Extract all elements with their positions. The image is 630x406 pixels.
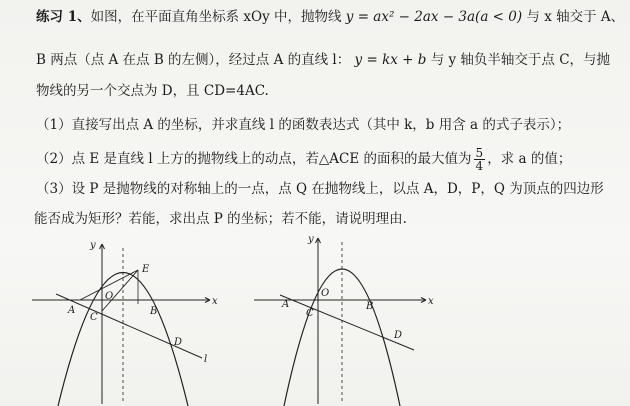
left-label-B: B <box>150 306 158 317</box>
question-3-line-1: （3）设 P 是抛物线的对称轴上的一点，点 Q 在抛物线上，以点 A，D，P，Q 为顶点的四边形 <box>36 181 604 197</box>
left-label-l: l <box>204 354 208 365</box>
line3-text: 物线的另一个交点为 D，且 CD=4AC. <box>36 83 269 99</box>
exercise-title: 练习 1、 <box>36 9 91 25</box>
problem-line-3 <box>36 82 269 100</box>
question-1 <box>36 116 570 134</box>
question-3 <box>36 180 604 198</box>
left-label-A: A <box>68 305 76 316</box>
parabola-equation: y = ax² − 2ax − 3a(a < 0) <box>345 9 523 25</box>
right-label-x: x <box>428 296 434 307</box>
line-equation: y = kx + b <box>354 52 427 68</box>
fraction-five-quarters <box>474 147 486 172</box>
question-3-cont <box>34 210 407 228</box>
right-label-y: y <box>308 234 314 245</box>
fraction-denominator: 4 <box>475 159 484 173</box>
question-2-post: ，求 a 的值； <box>487 151 572 167</box>
question-2-pre: （2）点 E 是直线 l 上方的抛物线上的动点，若△ACE 的面积的最大值为 <box>36 151 472 167</box>
fraction-numerator: 5 <box>475 146 484 160</box>
left-label-D: D <box>174 337 183 348</box>
right-label-B: B <box>366 301 374 312</box>
right-label-O: O <box>321 288 330 299</box>
line1-text: 如图，在平面直角坐标系 xOy 中，抛物线 <box>90 9 342 25</box>
right-label-A: A <box>282 299 290 310</box>
question-1-text: （1）直接写出点 A 的坐标，并求直线 l 的函数表达式（其中 k，b 用含 a 的式子表示）； <box>36 117 571 133</box>
line2-tail: 与 y 轴负半轴交于点 C，与抛 <box>430 52 611 68</box>
line2-text: B 两点（点 A 在点 B 的左侧），经过点 A 的直线 l： <box>36 52 351 68</box>
left-label-x: x <box>212 296 218 307</box>
question-3-line-2: 能否成为矩形？若能，求出点 P 的坐标；若不能，请说明理由. <box>34 211 407 227</box>
left-label-C: C <box>90 312 98 323</box>
left-label-O: O <box>105 291 114 302</box>
right-label-C: C <box>306 308 314 319</box>
left-line-l <box>56 294 202 358</box>
question-2 <box>36 147 571 172</box>
problem-line-1 <box>36 8 624 26</box>
right-label-D: D <box>394 330 403 341</box>
left-label-E: E <box>142 264 150 275</box>
left-label-y: y <box>90 240 96 251</box>
problem-line-2 <box>36 51 610 69</box>
figure-left <box>28 234 228 406</box>
figure-right <box>250 232 440 406</box>
line1-tail: 与 x 轴交于 A、 <box>526 9 625 25</box>
